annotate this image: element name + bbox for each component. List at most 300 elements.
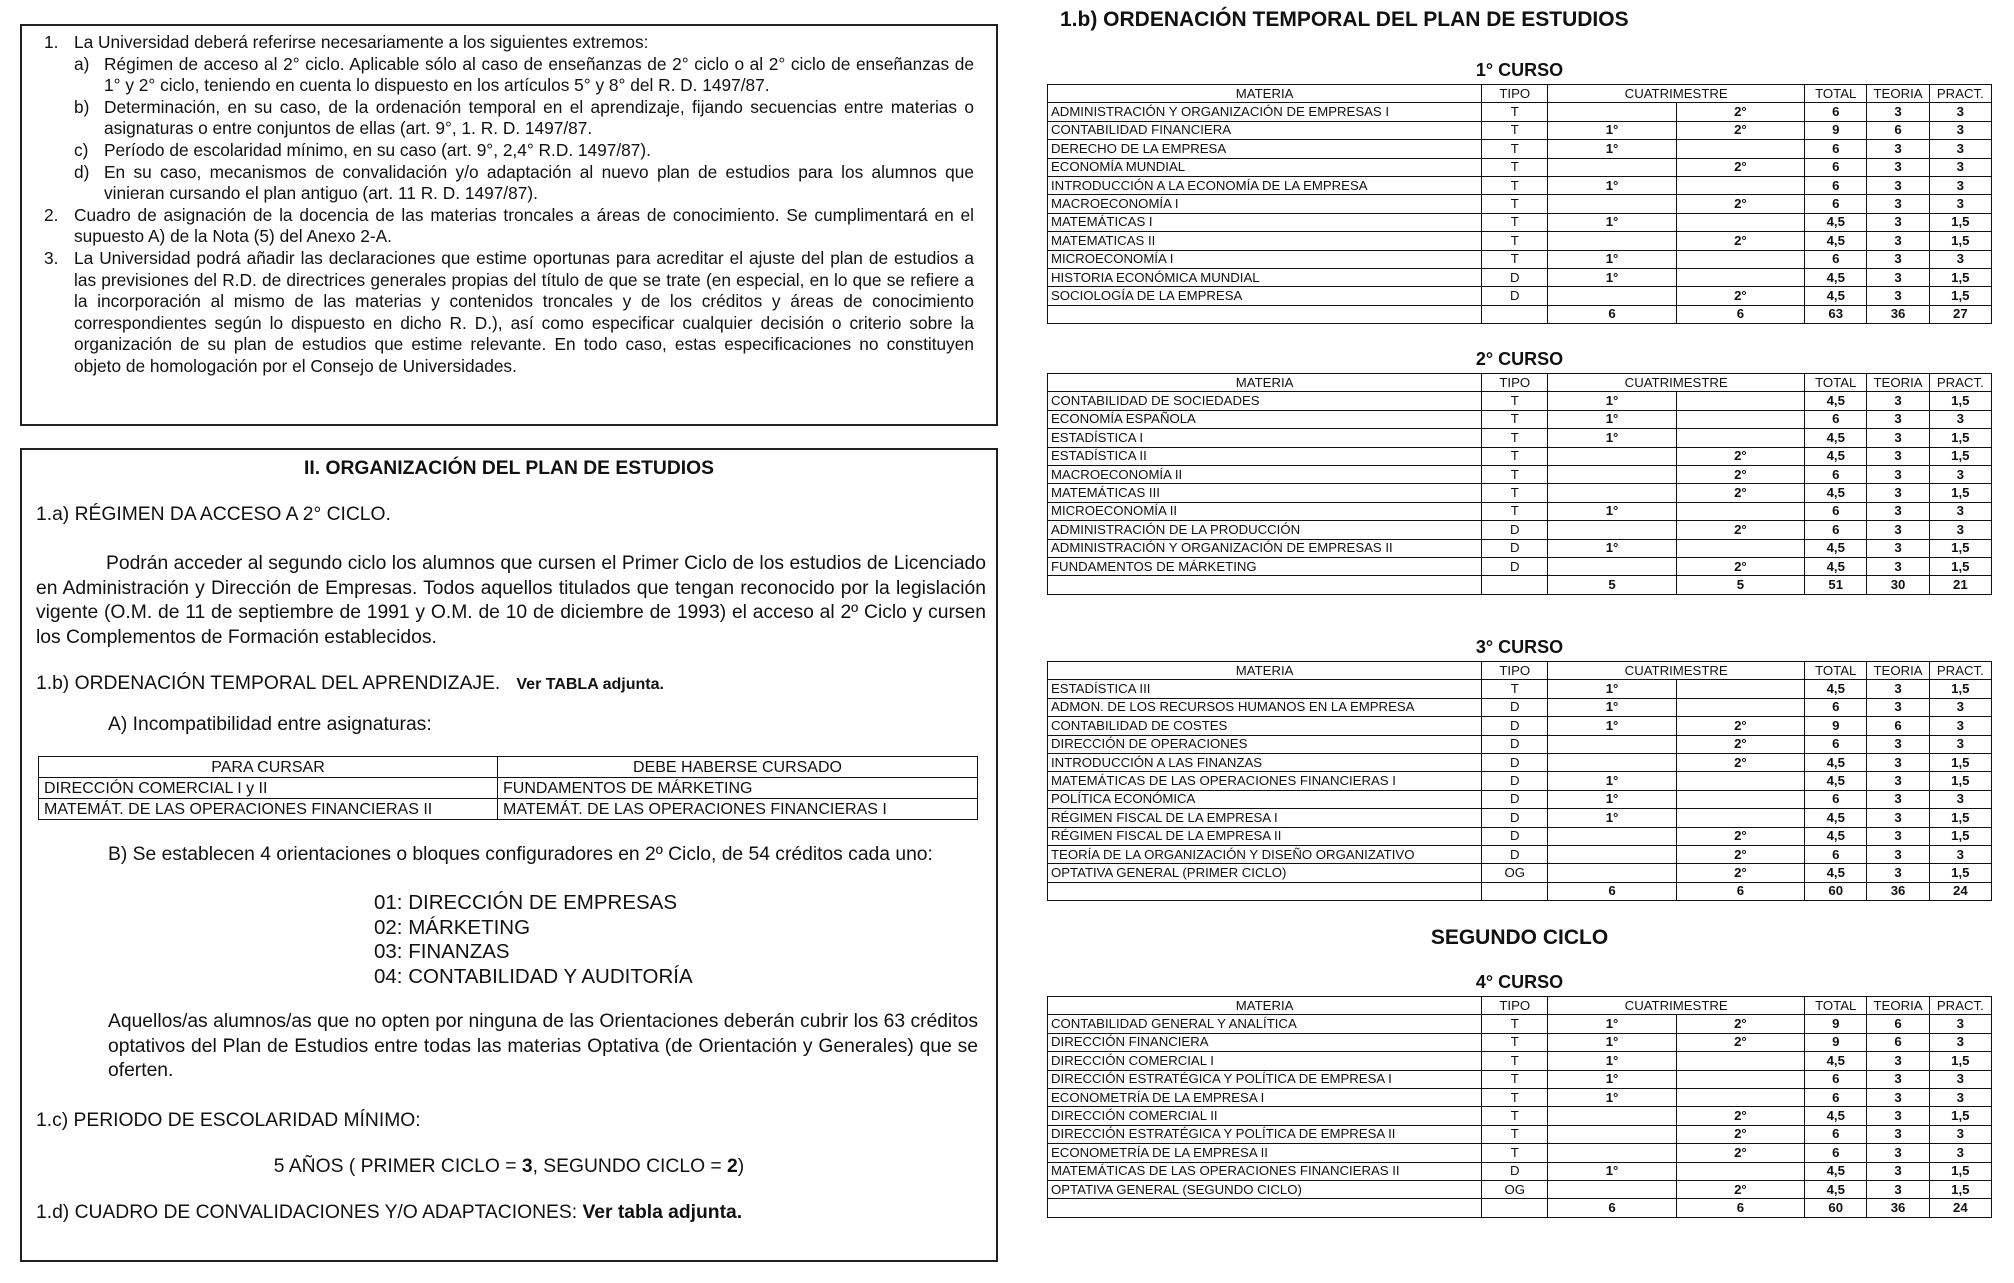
table-cell xyxy=(1548,158,1676,176)
table-cell: 1,5 xyxy=(1929,392,1991,410)
table-cell: 3 xyxy=(1929,1144,1991,1162)
table-cell: T xyxy=(1482,1144,1548,1162)
table-header-cell: TIPO xyxy=(1482,85,1548,103)
instruction-sublist xyxy=(74,54,974,205)
table-cell: T xyxy=(1482,680,1548,698)
table-header-cell: MATERIA xyxy=(1048,662,1482,680)
table-cell: ECONOMÍA MUNDIAL xyxy=(1048,158,1482,176)
table-cell: 1,5 xyxy=(1929,680,1991,698)
table-cell: MACROECONOMÍA I xyxy=(1048,195,1482,213)
table-cell: D xyxy=(1482,845,1548,863)
table-cell: 3 xyxy=(1867,484,1929,502)
optional-credits-paragraph: Aquellos/as alumnos/as que no opten por ninguna de las Orientaciones deberán cubrir los 63 créditos optativos del Plan de Estudios entre todas las materias Optativa (de Orientación y Generales) que se oferten. xyxy=(108,1011,978,1081)
instruction-subitem xyxy=(74,140,974,162)
instruction-number: 3. xyxy=(44,247,59,268)
table-cell: 3 xyxy=(1867,1070,1929,1088)
table-cell: OG xyxy=(1482,1180,1548,1198)
table-cell: 1,5 xyxy=(1929,809,1991,827)
table-cell: INTRODUCCIÓN A LAS FINANZAS xyxy=(1048,753,1482,771)
table-cell: 3 xyxy=(1929,521,1991,539)
table-cell: 1,5 xyxy=(1929,232,1991,250)
table-cell: 6 xyxy=(1805,410,1867,428)
table-cell: 1° xyxy=(1548,790,1676,808)
table-cell: 9 xyxy=(1805,1033,1867,1051)
table-total-cell: 36 xyxy=(1867,882,1929,900)
table-cell: 3 xyxy=(1929,195,1991,213)
table-cell: T xyxy=(1482,250,1548,268)
table-cell: 3 xyxy=(1929,502,1991,520)
table-header-cell: PRACT. xyxy=(1929,85,1991,103)
table-total-cell: 24 xyxy=(1929,1199,1991,1217)
table-cell: 1° xyxy=(1548,176,1676,194)
table-cell: 4,5 xyxy=(1805,268,1867,286)
table-cell: T xyxy=(1482,140,1548,158)
table-total-cell: 21 xyxy=(1929,576,1991,594)
subitem-text: Determinación, en su caso, de la ordenación temporal en el aprendizaje, fijando secuencias entre materias o asignaturas o entre conjuntos de ellas (art. 9°, 1. R. D. 1497/87. xyxy=(104,96,974,139)
table-cell xyxy=(1676,1070,1804,1088)
table-cell: DIRECCIÓN DE OPERACIONES xyxy=(1048,735,1482,753)
table-cell: 6 xyxy=(1805,735,1867,753)
table-cell: ECONOMÍA ESPAÑOLA xyxy=(1048,410,1482,428)
minimum-years-text: , SEGUNDO CICLO = xyxy=(532,1156,728,1177)
table-cell xyxy=(1676,429,1804,447)
table-row xyxy=(1048,176,1992,194)
table-cell xyxy=(1548,735,1676,753)
section-1d-heading xyxy=(36,1202,742,1224)
first-cycle-years: 3 xyxy=(521,1156,533,1177)
table-total-cell: 30 xyxy=(1867,576,1929,594)
table-cell: 1° xyxy=(1548,392,1676,410)
table-row xyxy=(1048,717,1992,735)
table-cell: D xyxy=(1482,1162,1548,1180)
table-cell: 1° xyxy=(1548,1015,1676,1033)
table-row xyxy=(1048,864,1992,882)
table-cell xyxy=(1548,1107,1676,1125)
table-cell: 4,5 xyxy=(1805,539,1867,557)
instruction-item xyxy=(44,248,974,378)
course-table xyxy=(1047,373,1992,595)
table-cell: 4,5 xyxy=(1805,213,1867,231)
table-cell xyxy=(1548,557,1676,575)
table-cell: 3 xyxy=(1929,735,1991,753)
table-cell: 3 xyxy=(1867,232,1929,250)
table-total-cell: 6 xyxy=(1548,882,1676,900)
table-row xyxy=(1048,287,1992,305)
table-cell: 4,5 xyxy=(1805,753,1867,771)
table-row xyxy=(1048,1033,1992,1051)
table-cell: 6 xyxy=(1805,1125,1867,1143)
table-cell: 3 xyxy=(1867,158,1929,176)
table-cell: 2° xyxy=(1676,195,1804,213)
subitem-letter: a) xyxy=(74,53,90,74)
table-row xyxy=(1048,121,1992,139)
table-cell: 2° xyxy=(1676,717,1804,735)
table-cell: DIRECCIÓN COMERCIAL I xyxy=(1048,1052,1482,1070)
table-cell: 3 xyxy=(1867,1144,1929,1162)
table-cell: 4,5 xyxy=(1805,392,1867,410)
table-row xyxy=(1048,1088,1992,1106)
table-cell: HISTORIA ECONÓMICA MUNDIAL xyxy=(1048,268,1482,286)
table-cell: MATEMÁTICAS DE LAS OPERACIONES FINANCIERAS I xyxy=(1048,772,1482,790)
table-cell: 6 xyxy=(1867,717,1929,735)
organization-title: II. ORGANIZACIÓN DEL PLAN DE ESTUDIOS xyxy=(304,458,714,479)
table-cell: 2° xyxy=(1676,484,1804,502)
table-cell: D xyxy=(1482,827,1548,845)
table-cell: ECONOMETRÍA DE LA EMPRESA I xyxy=(1048,1088,1482,1106)
table-cell: 1° xyxy=(1548,539,1676,557)
course-heading: 2° CURSO xyxy=(1475,349,1564,369)
table-cell: ESTADÍSTICA III xyxy=(1048,680,1482,698)
table-header-cell: MATERIA xyxy=(1048,997,1482,1015)
table-header-row xyxy=(1048,997,1992,1015)
table-cell: T xyxy=(1482,1070,1548,1088)
table-cell: T xyxy=(1482,1033,1548,1051)
table-cell: 1,5 xyxy=(1929,1162,1991,1180)
table-total-cell: 24 xyxy=(1929,882,1991,900)
table-cell xyxy=(1548,1125,1676,1143)
table-row xyxy=(1048,392,1992,410)
table-cell: 4,5 xyxy=(1805,1180,1867,1198)
blocks-paragraph: B) Se establecen 4 orientaciones o bloques configuradores en 2º Ciclo, de 54 créditos cada uno: xyxy=(108,844,933,865)
table-row xyxy=(1048,698,1992,716)
table-cell: 3 xyxy=(1929,250,1991,268)
table-cell: 2° xyxy=(1676,735,1804,753)
table-cell: 4,5 xyxy=(1805,429,1867,447)
table-cell: T xyxy=(1482,1088,1548,1106)
table-cell: 3 xyxy=(1867,1180,1929,1198)
table-cell: 1° xyxy=(1548,680,1676,698)
table-cell: 9 xyxy=(1805,1015,1867,1033)
table-header-cell: MATERIA xyxy=(1048,374,1482,392)
table-cell: T xyxy=(1482,103,1548,121)
table-cell: 2° xyxy=(1676,521,1804,539)
table-cell xyxy=(1676,680,1804,698)
table-cell: T xyxy=(1482,465,1548,483)
table-row xyxy=(1048,845,1992,863)
table-total-cell: 5 xyxy=(1548,576,1676,594)
table-row xyxy=(1048,753,1992,771)
table-cell: 3 xyxy=(1867,176,1929,194)
instruction-text: Cuadro de asignación de la docencia de las materias troncales a áreas de conocimiento. Se cumplimentará en el supuesto A) de la Nota (5) del Anexo 2-A. xyxy=(74,204,974,247)
table-header-cell: TIPO xyxy=(1482,374,1548,392)
table-total-cell xyxy=(1482,576,1548,594)
table-cell: 3 xyxy=(1929,1015,1991,1033)
section-1d-label: 1.d) CUADRO DE CONVALIDACIONES Y/O ADAPTACIONES: xyxy=(36,1202,578,1223)
course-table xyxy=(1047,996,1992,1218)
table-cell: 6 xyxy=(1867,121,1929,139)
table-cell: 3 xyxy=(1929,410,1991,428)
table-header-cell: CUATRIMESTRE xyxy=(1548,85,1805,103)
table-cell: 6 xyxy=(1805,158,1867,176)
table-header-cell: PARA CURSAR xyxy=(39,757,498,778)
table-cell: 2° xyxy=(1676,1144,1804,1162)
table-cell: 3 xyxy=(1867,698,1929,716)
table-cell xyxy=(1548,864,1676,882)
table-cell: D xyxy=(1482,772,1548,790)
instruction-subitem xyxy=(74,97,974,140)
table-cell: 3 xyxy=(1867,502,1929,520)
table-cell: CONTABILIDAD FINANCIERA xyxy=(1048,121,1482,139)
table-cell: 4,5 xyxy=(1805,1107,1867,1125)
table-cell: 3 xyxy=(1867,392,1929,410)
table-cell: 3 xyxy=(1929,717,1991,735)
table-cell xyxy=(1676,268,1804,286)
table-cell: ESTADÍSTICA I xyxy=(1048,429,1482,447)
table-cell: 3 xyxy=(1867,1107,1929,1125)
table-header-cell: TEORIA xyxy=(1867,662,1929,680)
table-row xyxy=(1048,195,1992,213)
table-cell: 3 xyxy=(1867,809,1929,827)
instruction-text: La Universidad podrá añadir las declaraciones que estime oportunas para acreditar el ajuste del plan de estudios a las previsiones del R.D. de directrices generales propias del título de que se trate (en especial, en lo que se refiere a la incorporación al mismo de las materias y contenidos troncales y de los créditos y áreas de conocimiento correspondientes según lo dispuesto en dicho R. D.), así como especificar cualquier decisión o criterio sobre la organización de su plan de estudios que estime relevante. En todo caso, estas especificaciones no constituyen objeto de homologación por el Consejo de Universidades. xyxy=(74,247,974,376)
table-cell: 3 xyxy=(1867,521,1929,539)
table-cell: T xyxy=(1482,410,1548,428)
table-header-row xyxy=(1048,662,1992,680)
instruction-number: 2. xyxy=(44,204,59,225)
table-row xyxy=(1048,1162,1992,1180)
table-header-row xyxy=(1048,374,1992,392)
table-cell: T xyxy=(1482,429,1548,447)
table-cell: 1,5 xyxy=(1929,753,1991,771)
table-cell: 3 xyxy=(1867,1162,1929,1180)
table-cell: 1° xyxy=(1548,1162,1676,1180)
table-row xyxy=(1048,1144,1992,1162)
table-cell: 4,5 xyxy=(1805,447,1867,465)
table-cell: 3 xyxy=(1867,1052,1929,1070)
table-row xyxy=(1048,447,1992,465)
table-total-cell: 36 xyxy=(1867,1199,1929,1217)
table-cell: 6 xyxy=(1805,521,1867,539)
table-cell: T xyxy=(1482,1052,1548,1070)
table-header-cell: TEORIA xyxy=(1867,374,1929,392)
table-cell: 4,5 xyxy=(1805,484,1867,502)
table-cell: 3 xyxy=(1929,158,1991,176)
table-cell xyxy=(1676,790,1804,808)
table-cell: 2° xyxy=(1676,864,1804,882)
table-total-cell: 60 xyxy=(1805,882,1867,900)
table-row xyxy=(1048,772,1992,790)
table-cell: 1° xyxy=(1548,772,1676,790)
table-total-cell xyxy=(1482,1199,1548,1217)
table-cell: CONTABILIDAD DE SOCIEDADES xyxy=(1048,392,1482,410)
table-cell: 3 xyxy=(1867,827,1929,845)
table-cell xyxy=(1676,213,1804,231)
table-header-cell: CUATRIMESTRE xyxy=(1548,374,1805,392)
table-cell: 3 xyxy=(1929,790,1991,808)
table-row xyxy=(1048,103,1992,121)
table-row xyxy=(1048,1107,1992,1125)
table-cell xyxy=(1548,521,1676,539)
table-cell: 3 xyxy=(1867,287,1929,305)
section-1b-note: Ver TABLA adjunta. xyxy=(516,676,664,693)
table-cell: T xyxy=(1482,121,1548,139)
table-cell: 2° xyxy=(1676,158,1804,176)
table-cell: T xyxy=(1482,232,1548,250)
table-cell: 3 xyxy=(1929,698,1991,716)
table-cell: T xyxy=(1482,392,1548,410)
table-cell xyxy=(1676,698,1804,716)
table-cell: 4,5 xyxy=(1805,772,1867,790)
table-cell: 2° xyxy=(1676,845,1804,863)
table-cell: T xyxy=(1482,158,1548,176)
table-row xyxy=(1048,827,1992,845)
table-cell: FUNDAMENTOS DE MÁRKETING xyxy=(498,778,978,799)
table-row xyxy=(1048,465,1992,483)
table-cell: 3 xyxy=(1867,465,1929,483)
table-cell: DIRECCIÓN ESTRATÉGICA Y POLÍTICA DE EMPRESA I xyxy=(1048,1070,1482,1088)
table-cell xyxy=(1676,176,1804,194)
table-row xyxy=(1048,410,1992,428)
table-cell: MATEMÁTICAS DE LAS OPERACIONES FINANCIERAS II xyxy=(1048,1162,1482,1180)
blocks-list xyxy=(374,891,693,989)
table-cell: 9 xyxy=(1805,717,1867,735)
table-total-row xyxy=(1048,305,1992,323)
table-cell xyxy=(1548,103,1676,121)
table-header-cell: TOTAL xyxy=(1805,374,1867,392)
table-cell: 2° xyxy=(1676,121,1804,139)
table-cell: 1° xyxy=(1548,213,1676,231)
table-cell: 1° xyxy=(1548,1052,1676,1070)
table-cell: D xyxy=(1482,539,1548,557)
table-cell: ESTADÍSTICA II xyxy=(1048,447,1482,465)
table-cell: OG xyxy=(1482,864,1548,882)
table-cell: 3 xyxy=(1867,103,1929,121)
table-cell: 6 xyxy=(1805,103,1867,121)
table-cell: 4,5 xyxy=(1805,1052,1867,1070)
table-row xyxy=(1048,213,1992,231)
table-cell: 3 xyxy=(1929,103,1991,121)
table-header-row xyxy=(39,757,978,778)
table-cell: MATEMÁT. DE LAS OPERACIONES FINANCIERAS I xyxy=(498,799,978,820)
table-cell: 1,5 xyxy=(1929,864,1991,882)
table-cell: 2° xyxy=(1676,447,1804,465)
table-cell: 4,5 xyxy=(1805,557,1867,575)
table-cell: 1° xyxy=(1548,1033,1676,1051)
section-1d-note: Ver tabla adjunta. xyxy=(582,1202,743,1223)
table-cell: 6 xyxy=(1867,1033,1929,1051)
table-cell: 6 xyxy=(1805,845,1867,863)
table-cell: D xyxy=(1482,521,1548,539)
table-cell: RÉGIMEN FISCAL DE LA EMPRESA I xyxy=(1048,809,1482,827)
section-1b-label: 1.b) ORDENACIÓN TEMPORAL DEL APRENDIZAJE. xyxy=(36,673,501,694)
table-cell xyxy=(1548,465,1676,483)
table-cell: 1,5 xyxy=(1929,1180,1991,1198)
table-cell xyxy=(1676,1162,1804,1180)
table-cell xyxy=(1548,1144,1676,1162)
table-cell: 3 xyxy=(1929,1070,1991,1088)
table-cell: ADMON. DE LOS RECURSOS HUMANOS EN LA EMPRESA xyxy=(1048,698,1482,716)
table-total-cell: 36 xyxy=(1867,305,1929,323)
table-cell: DERECHO DE LA EMPRESA xyxy=(1048,140,1482,158)
table-cell: MACROECONOMÍA II xyxy=(1048,465,1482,483)
table-total-cell: 27 xyxy=(1929,305,1991,323)
table-total-cell: 60 xyxy=(1805,1199,1867,1217)
minimum-years-text: 5 AÑOS ( PRIMER CICLO = xyxy=(273,1156,522,1177)
table-cell: 3 xyxy=(1867,557,1929,575)
subitem-letter: b) xyxy=(74,96,90,117)
table-cell: ADMINISTRACIÓN Y ORGANIZACIÓN DE EMPRESAS II xyxy=(1048,539,1482,557)
table-cell: 6 xyxy=(1805,698,1867,716)
table-cell: MATEMÁTICAS I xyxy=(1048,213,1482,231)
table-cell: 4,5 xyxy=(1805,680,1867,698)
table-row xyxy=(39,799,978,820)
table-row xyxy=(1048,1015,1992,1033)
table-cell: ECONOMETRÍA DE LA EMPRESA II xyxy=(1048,1144,1482,1162)
incompatibility-label: A) Incompatibilidad entre asignaturas: xyxy=(108,714,432,735)
instruction-number: 1. xyxy=(44,32,59,52)
table-cell: 3 xyxy=(1867,213,1929,231)
table-cell: 3 xyxy=(1867,268,1929,286)
second-cycle-heading: SEGUNDO CICLO xyxy=(1430,926,1609,949)
instruction-item xyxy=(44,32,974,205)
table-total-row xyxy=(1048,882,1992,900)
table-cell: 3 xyxy=(1929,176,1991,194)
table-header-cell: TOTAL xyxy=(1805,997,1867,1015)
table-cell: 3 xyxy=(1867,790,1929,808)
table-total-cell xyxy=(1482,305,1548,323)
table-cell: T xyxy=(1482,176,1548,194)
table-header-cell: TOTAL xyxy=(1805,662,1867,680)
table-cell: 4,5 xyxy=(1805,232,1867,250)
table-cell: 4,5 xyxy=(1805,809,1867,827)
table-cell: 4,5 xyxy=(1805,827,1867,845)
table-cell: 3 xyxy=(1867,680,1929,698)
table-cell: 6 xyxy=(1805,140,1867,158)
table-cell: 2° xyxy=(1676,287,1804,305)
table-cell xyxy=(1548,484,1676,502)
table-cell xyxy=(1548,1180,1676,1198)
table-total-cell: 51 xyxy=(1805,576,1867,594)
table-cell: 1,5 xyxy=(1929,557,1991,575)
table-header-cell: TIPO xyxy=(1482,662,1548,680)
table-cell: 3 xyxy=(1929,845,1991,863)
table-row xyxy=(1048,557,1992,575)
table-total-row xyxy=(1048,576,1992,594)
table-cell: 1,5 xyxy=(1929,268,1991,286)
table-cell: CONTABILIDAD GENERAL Y ANALÍTICA xyxy=(1048,1015,1482,1033)
table-row xyxy=(1048,232,1992,250)
table-cell: 4,5 xyxy=(1805,864,1867,882)
table-cell: 3 xyxy=(1867,429,1929,447)
table-cell: INTRODUCCIÓN A LA ECONOMÍA DE LA EMPRESA xyxy=(1048,176,1482,194)
table-cell: MATEMÁT. DE LAS OPERACIONES FINANCIERAS II xyxy=(39,799,498,820)
table-cell: 6 xyxy=(1805,195,1867,213)
table-cell: TEORÍA DE LA ORGANIZACIÓN Y DISEÑO ORGANIZATIVO xyxy=(1048,845,1482,863)
table-header-cell: TIPO xyxy=(1482,997,1548,1015)
table-total-cell: 6 xyxy=(1676,305,1804,323)
table-row xyxy=(1048,158,1992,176)
table-cell: 3 xyxy=(1929,465,1991,483)
table-header-cell: PRACT. xyxy=(1929,374,1991,392)
block-item: 04: CONTABILIDAD Y AUDITORÍA xyxy=(374,964,693,988)
table-cell: MATEMÁTICAS III xyxy=(1048,484,1482,502)
block-item: 02: MÁRKETING xyxy=(374,915,531,939)
table-row xyxy=(1048,680,1992,698)
instruction-text: La Universidad deberá referirse necesariamente a los siguientes extremos: xyxy=(74,32,649,52)
table-cell: 3 xyxy=(1867,250,1929,268)
table-row xyxy=(1048,790,1992,808)
table-cell: D xyxy=(1482,735,1548,753)
table-cell: 6 xyxy=(1805,790,1867,808)
table-cell xyxy=(1548,195,1676,213)
table-total-cell: 5 xyxy=(1676,576,1804,594)
table-cell: 2° xyxy=(1676,1180,1804,1198)
table-total-cell: 6 xyxy=(1676,1199,1804,1217)
table-cell: 3 xyxy=(1867,1088,1929,1106)
table-cell: 6 xyxy=(1805,250,1867,268)
table-cell xyxy=(1676,392,1804,410)
table-cell: 6 xyxy=(1805,1070,1867,1088)
table-cell xyxy=(1676,772,1804,790)
